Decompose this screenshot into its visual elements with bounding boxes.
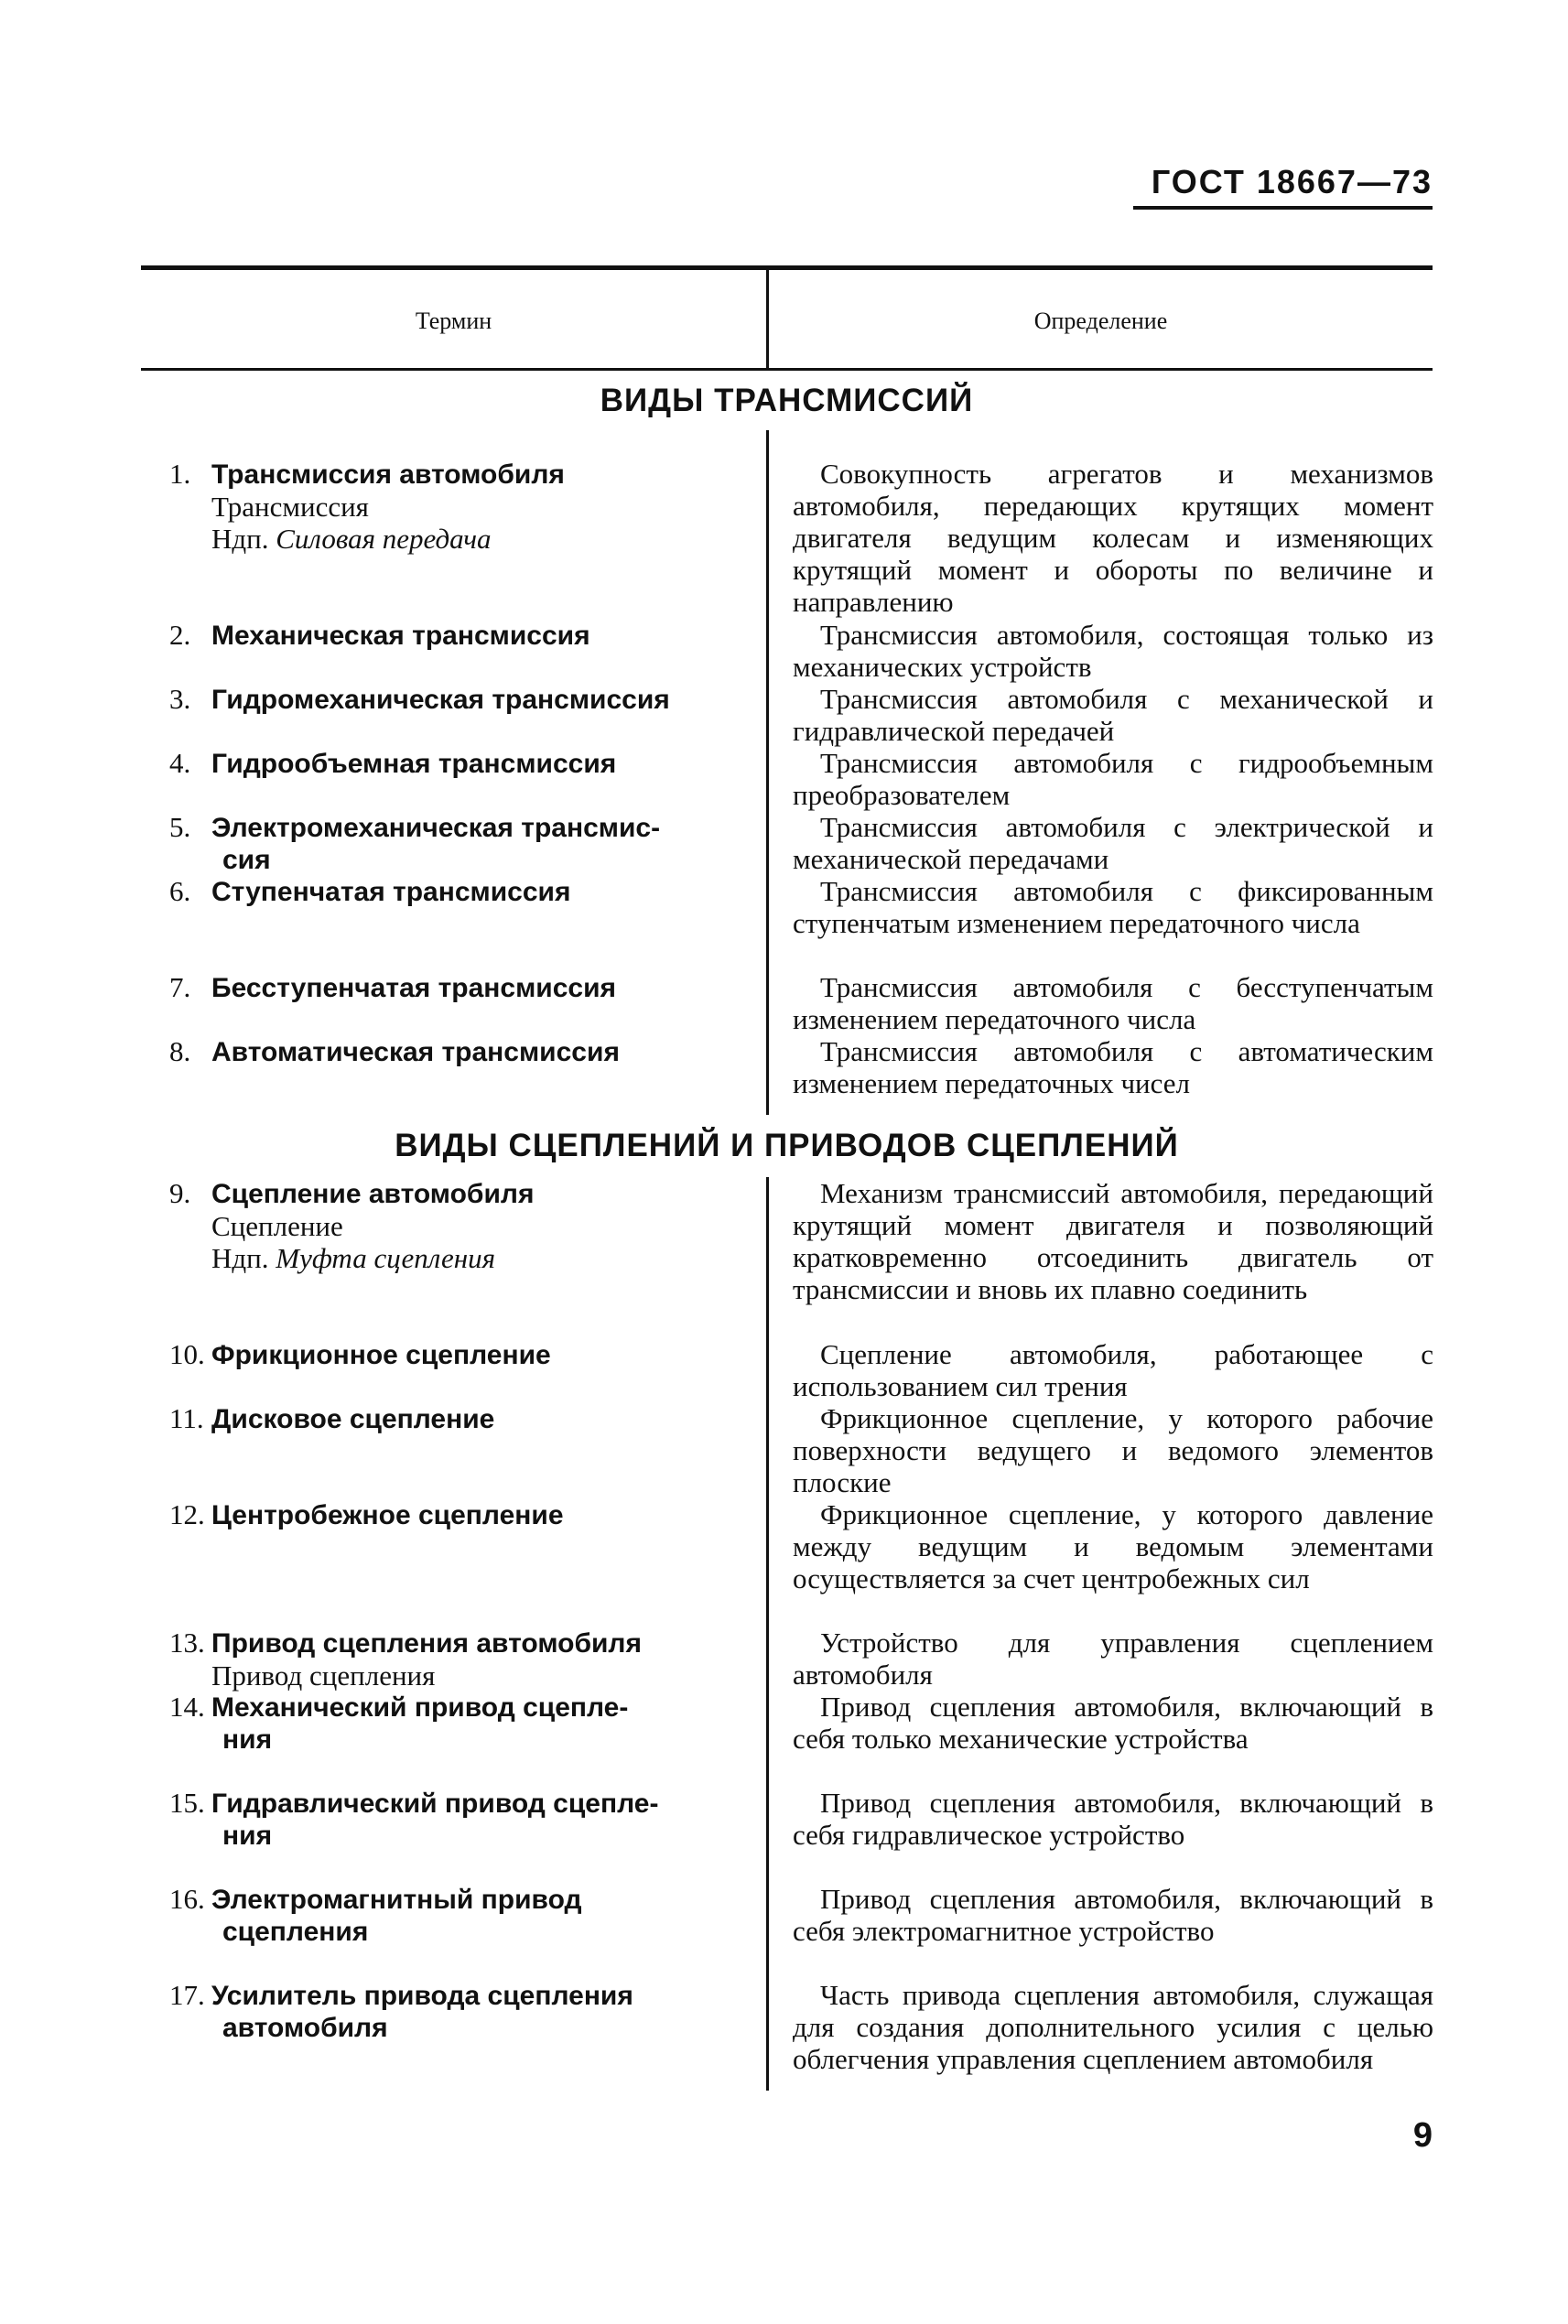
term-name-continuation: автомобиля — [222, 2013, 388, 2043]
term-number: 4. — [169, 747, 191, 779]
term-entry-7 — [169, 971, 739, 1004]
definition-entry-2: Трансмиссия автомобиля, состоящая только из механических устройств — [793, 619, 1433, 683]
term-number: 9. — [169, 1177, 191, 1209]
definition-entry-4: Трансмиссия автомобиля с гидрообъемным преобразователем — [793, 747, 1433, 811]
definition-entry-8: Трансмиссия автомобиля с автоматическим изменением передаточных чисел — [793, 1035, 1433, 1099]
term-number: 17. — [169, 1979, 205, 2011]
definition-entry-10: Сцепление автомобиля, работающее с использованием сил трения — [793, 1338, 1433, 1402]
ndp-label: Ндп. — [211, 523, 269, 555]
term-synonym: Сцепление — [211, 1210, 343, 1242]
term-entry-5 — [169, 811, 739, 876]
column-header-definition: Определение — [1033, 308, 1168, 334]
definition-entry-14: Привод сцепления автомобиля, включающий в себя только механические устройства — [793, 1691, 1433, 1755]
term-name: Фрикционное сцепление — [211, 1340, 551, 1370]
definition-entry-13: Устройство для управления сцеплением автомобиля — [793, 1627, 1433, 1691]
term-entry-17 — [169, 1979, 739, 2044]
term-number: 14. — [169, 1691, 205, 1723]
term-entry-3 — [169, 683, 739, 716]
term-entry-6 — [169, 875, 739, 908]
term-name: Сцепление автомобиля — [211, 1179, 535, 1209]
term-number: 12. — [169, 1498, 205, 1530]
term-name: Гидравлический привод сцепле- — [211, 1789, 659, 1819]
term-entry-8 — [169, 1035, 739, 1068]
column-header-term: Термин — [415, 308, 492, 334]
table-top-rule — [141, 265, 1433, 270]
term-name: Механический привод сцепле- — [211, 1692, 629, 1723]
term-number: 7. — [169, 971, 191, 1003]
definition-entry-9: Механизм трансмиссий автомобиля, передающий крутящий момент двигателя и позволяющий кратковременно отсоединить двигатель от трансмиссии и вновь их плавно соединить — [793, 1177, 1433, 1305]
term-name: Ступенчатая трансмиссия — [211, 877, 571, 907]
term-entry-11 — [169, 1402, 739, 1435]
term-number: 5. — [169, 811, 191, 843]
term-synonym: Трансмиссия — [211, 491, 369, 523]
term-name: Центробежное сцепление — [211, 1500, 564, 1530]
definition-entry-11: Фрикционное сцепление, у которого рабочие поверхности ведущего и ведомого элементов плоские — [793, 1402, 1433, 1498]
definition-entry-3: Трансмиссия автомобиля с механической и гидравлической передачей — [793, 683, 1433, 747]
term-number: 6. — [169, 875, 191, 907]
column-divider — [766, 430, 769, 1115]
term-entry-2 — [169, 619, 739, 652]
term-number: 15. — [169, 1787, 205, 1819]
definition-entry-6: Трансмиссия автомобиля с фиксированным ступенчатым изменением передаточного числа — [793, 875, 1433, 939]
ndp-label: Ндп. — [211, 1242, 269, 1274]
term-name-continuation: сцепления — [222, 1917, 369, 1947]
definition-entry-5: Трансмиссия автомобиля с электрической и механической передачами — [793, 811, 1433, 875]
term-name: Механическая трансмиссия — [211, 621, 590, 651]
term-name-continuation: ния — [222, 1821, 273, 1851]
term-name-continuation: сия — [222, 845, 271, 875]
ndp-term: Муфта сцепления — [276, 1242, 496, 1274]
term-entry-1 — [169, 458, 739, 555]
term-name: Электромагнитный привод — [211, 1885, 582, 1915]
term-name: Гидрообъемная трансмиссия — [211, 749, 617, 779]
term-number: 3. — [169, 683, 191, 715]
definition-entry-15: Привод сцепления автомобиля, включающий в себя гидравлическое устройство — [793, 1787, 1433, 1851]
column-divider — [766, 1177, 769, 2091]
term-name: Трансмиссия автомобиля — [211, 459, 565, 490]
term-number: 11. — [169, 1402, 204, 1434]
term-number: 8. — [169, 1035, 191, 1067]
section-title-transmissions: ВИДЫ ТРАНСМИССИЙ — [600, 383, 974, 418]
term-name-continuation: ния — [222, 1724, 273, 1755]
ndp-term: Силовая передача — [276, 523, 492, 555]
term-entry-15 — [169, 1787, 739, 1852]
term-entry-4 — [169, 747, 739, 780]
definition-entry-12: Фрикционное сцепление, у которого давление между ведущим и ведомым элементами осуществляется за счет центробежных сил — [793, 1498, 1433, 1594]
definition-entry-7: Трансмиссия автомобиля с бесступенчатым изменением передаточного числа — [793, 971, 1433, 1035]
term-name: Дисковое сцепление — [211, 1404, 495, 1434]
standard-code: ГОСТ 18667—73 — [1151, 163, 1433, 200]
term-number: 13. — [169, 1627, 205, 1659]
header-rule — [1133, 206, 1433, 210]
term-entry-10 — [169, 1338, 739, 1371]
term-number: 1. — [169, 458, 191, 490]
term-entry-14 — [169, 1691, 739, 1756]
term-number: 16. — [169, 1883, 205, 1915]
definition-entry-17: Часть привода сцепления автомобиля, служащая для создания дополнительного усилия с целью облегчения управления сцеплением автомобиля — [793, 1979, 1433, 2075]
term-name: Привод сцепления автомобиля — [211, 1628, 642, 1659]
term-synonym: Привод сцепления — [211, 1659, 436, 1692]
term-name: Электромеханическая трансмис- — [211, 813, 661, 843]
term-name: Автоматическая трансмиссия — [211, 1037, 620, 1067]
definition-entry-16: Привод сцепления автомобиля, включающий в себя электромагнитное устройство — [793, 1883, 1433, 1947]
section-title-clutches: ВИДЫ СЦЕПЛЕНИЙ И ПРИВОДОВ СЦЕПЛЕНИЙ — [395, 1128, 1179, 1163]
term-number: 10. — [169, 1338, 205, 1370]
term-entry-9 — [169, 1177, 739, 1274]
table-header-rule — [141, 368, 1433, 371]
page-number: 9 — [1412, 2116, 1433, 2155]
term-name: Гидромеханическая трансмиссия — [211, 685, 670, 715]
definition-entry-1: Совокупность агрегатов и механизмов автомобиля, передающих крутящих момент двигателя ведущим колесам и изменяющих крутящий момент и обороты по величине и направлению — [793, 458, 1433, 618]
term-name: Бесступенчатая трансмиссия — [211, 973, 617, 1003]
term-entry-13 — [169, 1627, 739, 1692]
term-entry-12 — [169, 1498, 739, 1531]
term-entry-16 — [169, 1883, 739, 1948]
term-number: 2. — [169, 619, 191, 651]
term-name: Усилитель привода сцепления — [211, 1981, 633, 2011]
